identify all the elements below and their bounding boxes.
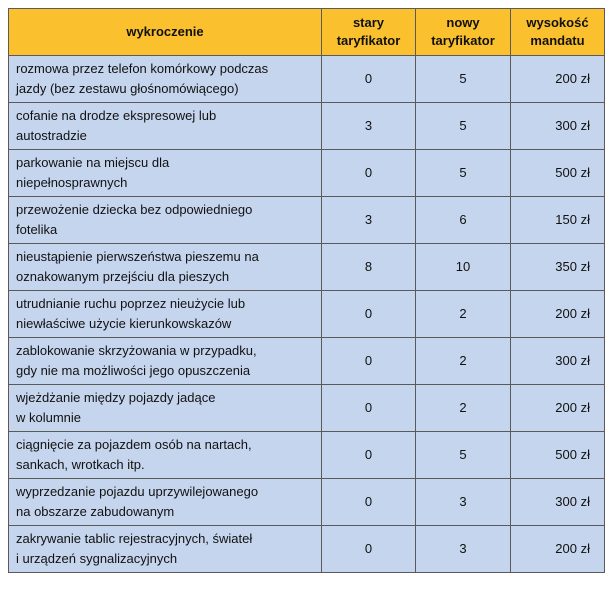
- offense-cell: [9, 244, 322, 291]
- offense-line-1: wyprzedzanie pojazdu uprzywilejowanego: [16, 484, 259, 499]
- offense-line-1: przewożenie dziecka bez odpowiedniego: [16, 202, 253, 217]
- new-tariff-cell: 2: [416, 385, 511, 432]
- offense-line-1: wjeżdżanie między pojazdy jadące: [16, 390, 216, 405]
- old-tariff-cell: 0: [322, 150, 416, 197]
- table-row: [9, 432, 605, 479]
- offense-cell: [9, 385, 322, 432]
- old-tariff-cell: 0: [322, 385, 416, 432]
- offense-line-2: niewłaściwe użycie kierunkowskazów: [16, 316, 232, 331]
- offense-line-2: w kolumnie: [16, 410, 82, 425]
- table-row: [9, 291, 605, 338]
- old-tariff-cell: 0: [322, 479, 416, 526]
- fine-amount-cell: 150 zł: [511, 197, 605, 244]
- offense-cell: [9, 197, 322, 244]
- offense-cell: [9, 56, 322, 103]
- offense-line-2: na obszarze zabudowanym: [16, 504, 175, 519]
- old-tariff-cell: 0: [322, 338, 416, 385]
- fine-amount-cell: 300 zł: [511, 103, 605, 150]
- new-tariff-cell: 6: [416, 197, 511, 244]
- offense-line-1: zablokowanie skrzyżowania w przypadku,: [16, 343, 257, 358]
- fine-amount-cell: 300 zł: [511, 479, 605, 526]
- offense-cell: [9, 526, 322, 573]
- fine-amount-cell: 350 zł: [511, 244, 605, 291]
- new-tariff-cell: 5: [416, 432, 511, 479]
- header-old-tariff: stary taryfikator: [322, 9, 416, 56]
- header-offense: wykroczenie: [9, 9, 322, 56]
- old-tariff-cell: 0: [322, 432, 416, 479]
- table-row: [9, 244, 605, 291]
- new-tariff-cell: 5: [416, 103, 511, 150]
- fine-amount-cell: 500 zł: [511, 432, 605, 479]
- table-row: [9, 526, 605, 573]
- offense-line-2: niepełnosprawnych: [16, 175, 128, 190]
- new-tariff-cell: 3: [416, 526, 511, 573]
- offense-line-1: cofanie na drodze ekspresowej lub: [16, 108, 217, 123]
- table-row: [9, 56, 605, 103]
- table-header-row: [9, 9, 605, 56]
- table-row: [9, 197, 605, 244]
- offense-cell: [9, 103, 322, 150]
- table-row: [9, 338, 605, 385]
- offense-line-2: gdy nie ma możliwości jego opuszczenia: [16, 363, 251, 378]
- fines-table: [8, 8, 605, 573]
- offense-line-1: nieustąpienie pierwszeństwa pieszemu na: [16, 249, 259, 264]
- old-tariff-cell: 8: [322, 244, 416, 291]
- new-tariff-cell: 5: [416, 56, 511, 103]
- header-fine-amount: wysokość mandatu: [511, 9, 605, 56]
- old-tariff-cell: 0: [322, 291, 416, 338]
- new-tariff-cell: 10: [416, 244, 511, 291]
- offense-cell: [9, 291, 322, 338]
- table-row: [9, 150, 605, 197]
- old-tariff-cell: 0: [322, 526, 416, 573]
- new-tariff-cell: 5: [416, 150, 511, 197]
- old-tariff-cell: 0: [322, 56, 416, 103]
- table-row: [9, 103, 605, 150]
- fine-amount-cell: 300 zł: [511, 338, 605, 385]
- fines-table-container: [8, 8, 605, 573]
- offense-line-2: sankach, wrotkach itp.: [16, 457, 145, 472]
- new-tariff-cell: 2: [416, 338, 511, 385]
- offense-line-1: parkowanie na miejscu dla: [16, 155, 170, 170]
- offense-line-2: oznakowanym przejściu dla pieszych: [16, 269, 230, 284]
- fine-amount-cell: 500 zł: [511, 150, 605, 197]
- table-row: [9, 479, 605, 526]
- new-tariff-cell: 2: [416, 291, 511, 338]
- new-tariff-cell: 3: [416, 479, 511, 526]
- fine-amount-cell: 200 zł: [511, 526, 605, 573]
- old-tariff-cell: 3: [322, 103, 416, 150]
- offense-line-1: zakrywanie tablic rejestracyjnych, świateł: [16, 531, 253, 546]
- fine-amount-cell: 200 zł: [511, 56, 605, 103]
- offense-line-2: autostradzie: [16, 128, 87, 143]
- fine-amount-cell: 200 zł: [511, 291, 605, 338]
- offense-line-2: fotelika: [16, 222, 58, 237]
- offense-line-2: jazdy (bez zestawu głośnomówiącego): [16, 81, 239, 96]
- offense-cell: [9, 150, 322, 197]
- offense-cell: [9, 432, 322, 479]
- offense-line-2: i urządzeń sygnalizacyjnych: [16, 551, 178, 566]
- fine-amount-cell: 200 zł: [511, 385, 605, 432]
- old-tariff-cell: 3: [322, 197, 416, 244]
- offense-line-1: utrudnianie ruchu poprzez nieużycie lub: [16, 296, 246, 311]
- table-body: [9, 56, 605, 573]
- offense-cell: [9, 338, 322, 385]
- header-new-tariff: nowy taryfikator: [416, 9, 511, 56]
- offense-line-1: ciągnięcie za pojazdem osób na nartach,: [16, 437, 252, 452]
- table-row: [9, 385, 605, 432]
- offense-cell: [9, 479, 322, 526]
- offense-line-1: rozmowa przez telefon komórkowy podczas: [16, 61, 269, 76]
